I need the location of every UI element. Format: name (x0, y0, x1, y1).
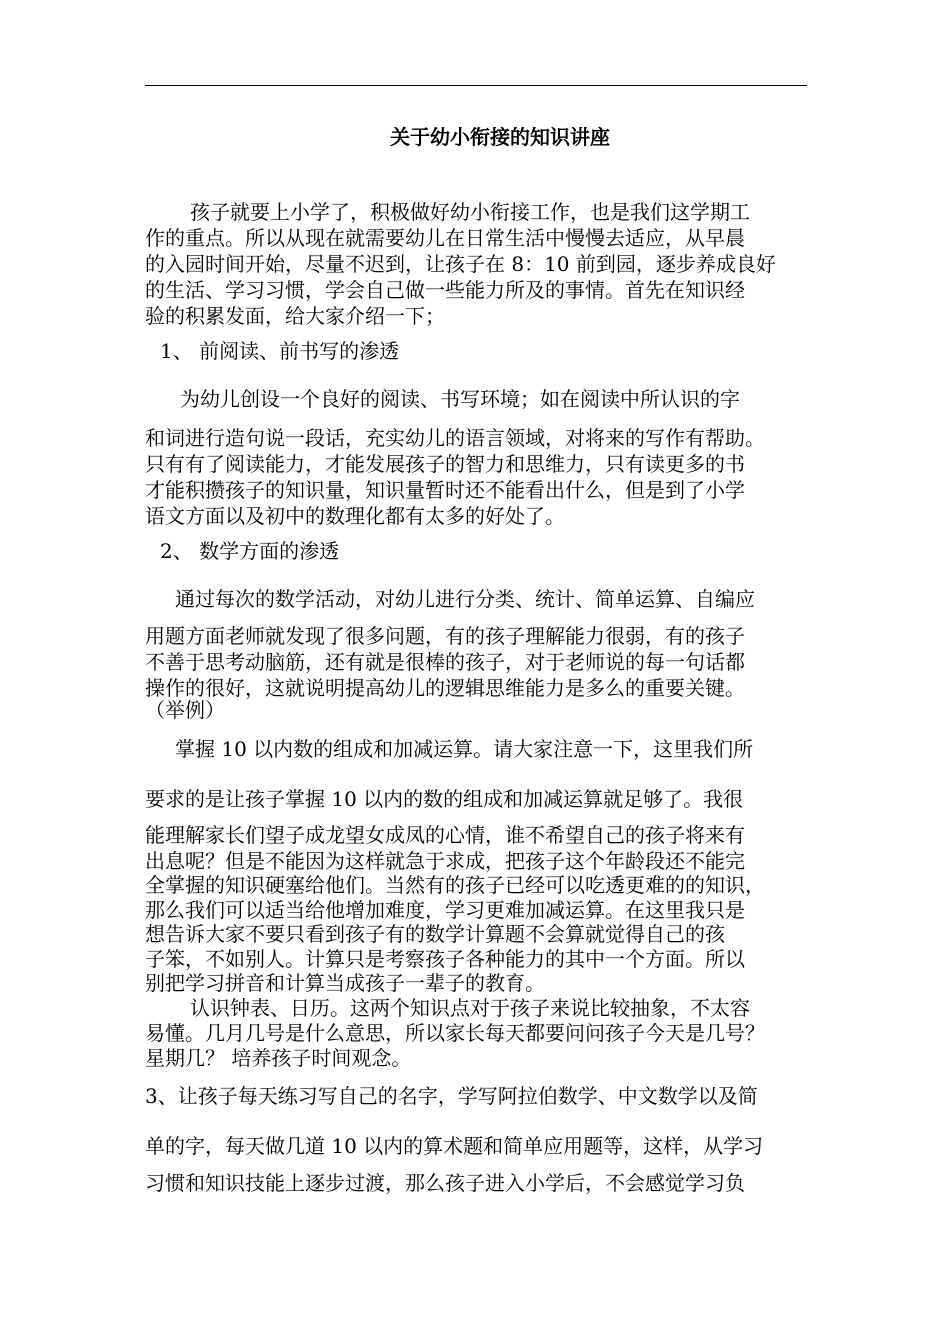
body-line: 验的积累发面，给大家介绍一下； (145, 304, 445, 328)
body-line: 语文方面以及初中的数理化都有太多的好处了。 (145, 504, 565, 528)
document-title: 关于幼小衔接的知识讲座 (390, 125, 610, 149)
section-heading: 2、 数学方面的渗透 (160, 539, 340, 563)
body-line: 用题方面老师就发现了很多问题，有的孩子理解能力很弱，有的孩子 (145, 624, 745, 648)
body-line: 想告诉大家不要只看到孩子有的数学计算题不会算就觉得自己的孩 (145, 922, 725, 946)
body-line: 不善于思考动脑筋，还有就是很棒的孩子，对于老师说的每一句话都 (145, 650, 745, 674)
body-line: 的入园时间开始，尽量不迟到，让孩子在 8：10 前到园，逐步养成良好 (145, 252, 776, 276)
body-line: 和词进行造句说一段话，充实幼儿的语言领域，对将来的写作有帮助。 (145, 426, 765, 450)
body-line: 操作的很好，这就说明提高幼儿的逻辑思维能力是多么的重要关键。 (145, 676, 745, 700)
body-line: 星期几？ 培养孩子时间观念。 (145, 1046, 412, 1070)
body-line: 要求的是让孩子掌握 10 以内的数的组成和加减运算就足够了。我很 (145, 787, 744, 811)
body-line: 全掌握的知识硬塞给他们。当然有的孩子已经可以吃透更难的的知识， (145, 873, 765, 897)
body-line: 易懂。几月几号是什么意思，所以家长每天都要问问孩子今天是几号？ (145, 1021, 765, 1045)
body-line: 子笨，不如别人。计算只是考察孩子各种能力的其中一个方面。所以 (145, 947, 745, 971)
body-line: （举例） (145, 698, 225, 722)
body-line: 认识钟表、日历。这两个知识点对于孩子来说比较抽象，不太容 (190, 996, 750, 1020)
body-line: 掌握 10 以内数的组成和加减运算。请大家注意一下，这里我们所 (175, 737, 754, 761)
section-heading: 1、 前阅读、前书写的渗透 (160, 339, 400, 363)
body-line: 能理解家长们望子成龙望女成凤的心情，谁不希望自己的孩子将来有 (145, 823, 745, 847)
body-line: 才能积攒孩子的知识量，知识量暂时还不能看出什么，但是到了小学 (145, 478, 745, 502)
body-line: 别把学习拼音和计算当成孩子一辈子的教育。 (145, 971, 545, 995)
header-rule (145, 85, 807, 86)
body-line: 单的字，每天做几道 10 以内的算术题和简单应用题等，这样，从学习 (145, 1134, 764, 1158)
body-line: 3、让孩子每天练习写自己的名字，学写阿拉伯数学、中文数学以及简 (145, 1084, 758, 1108)
body-line: 的生活、学习习惯，学会自己做一些能力所及的事情。首先在知识经 (145, 278, 745, 302)
body-line: 出息呢？但是不能因为这样就急于求成，把孩子这个年龄段还不能完 (145, 849, 745, 873)
body-line: 只有有了阅读能力，才能发展孩子的智力和思维力，只有读更多的书 (145, 452, 745, 476)
body-line: 那么我们可以适当给他增加难度，学习更难加减运算。在这里我只是 (145, 898, 745, 922)
body-line: 作的重点。所以从现在就需要幼儿在日常生活中慢慢去适应，从早晨 (145, 226, 745, 250)
body-line: 孩子就要上小学了，积极做好幼小衔接工作，也是我们这学期工 (190, 200, 750, 224)
body-line: 习惯和知识技能上逐步过渡，那么孩子进入小学后，不会感觉学习负 (145, 1171, 745, 1195)
body-line: 通过每次的数学活动，对幼儿进行分类、统计、简单运算、自编应 (175, 587, 755, 611)
body-line: 为幼儿创设一个良好的阅读、书写环境；如在阅读中所认识的字 (180, 387, 740, 411)
